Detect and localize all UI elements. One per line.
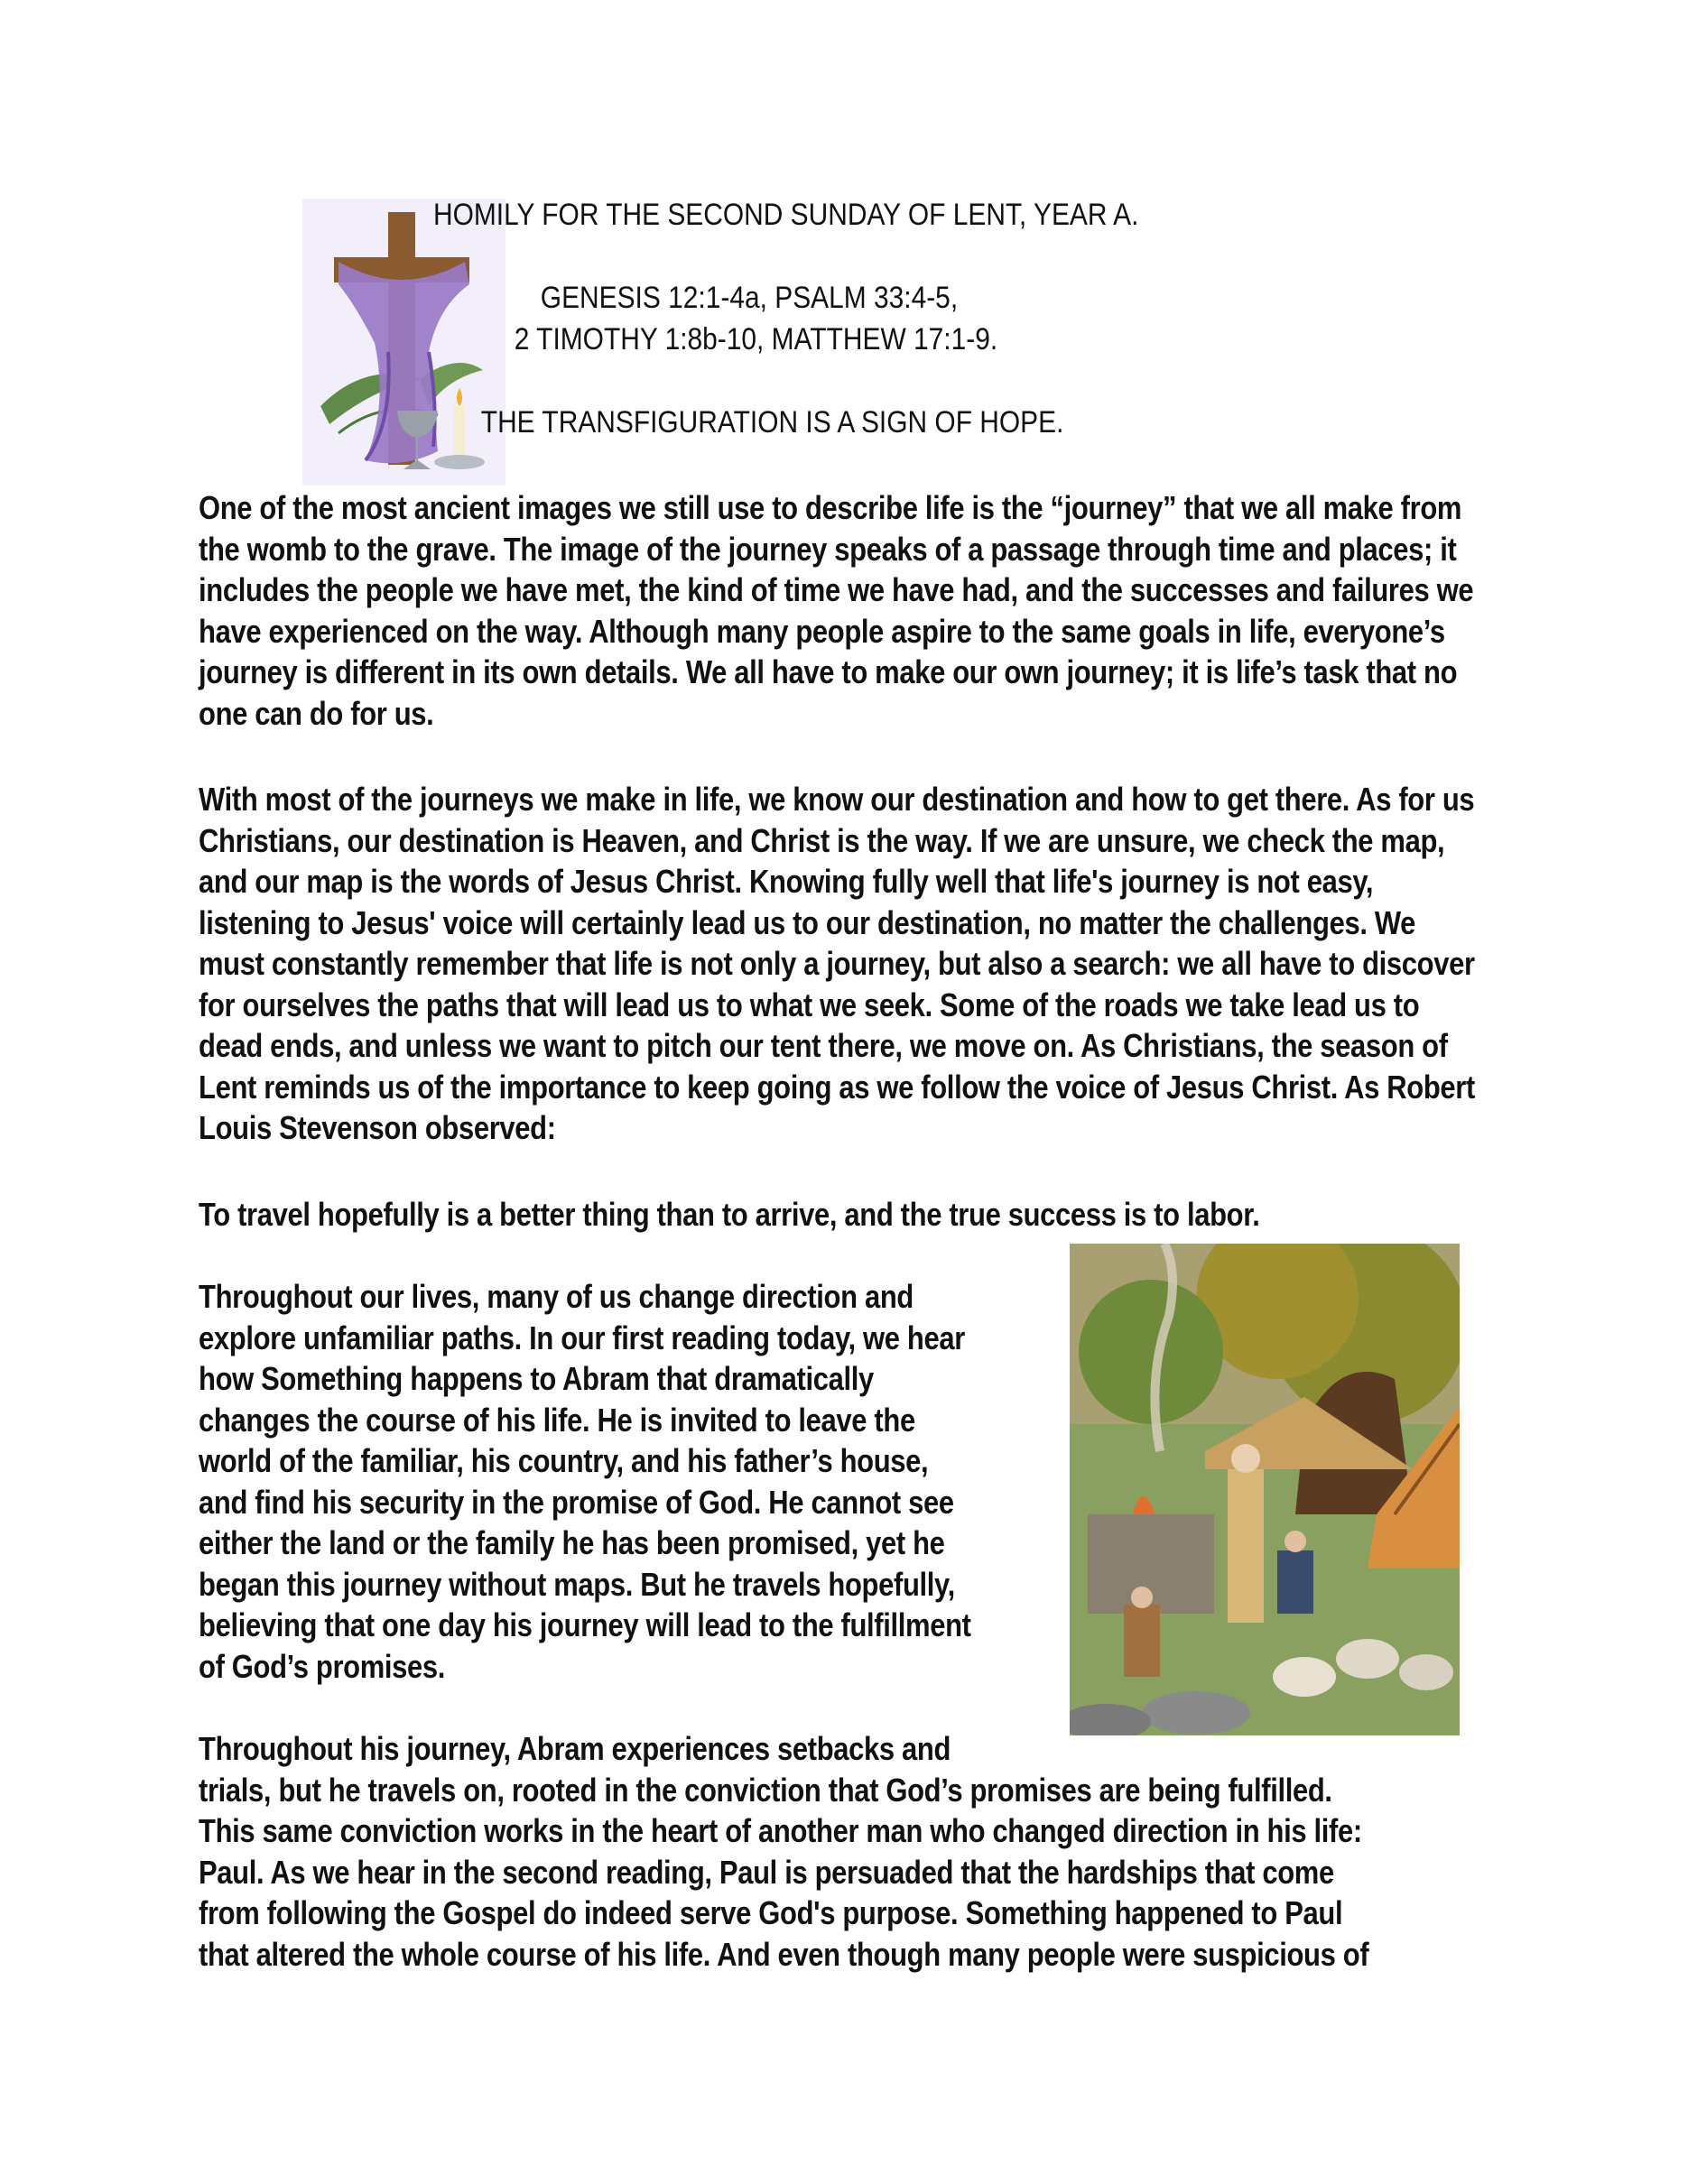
paragraph-5-line: This same conviction works in the heart of another man who changed direction in his life: <box>199 1812 1362 1849</box>
paragraph-5-line: Paul. As we hear in the second reading, Paul is persuaded that the hardships that come <box>199 1853 1334 1891</box>
paragraph-4-line: explore unfamiliar paths. In our first reading today, we hear <box>199 1319 965 1356</box>
paragraph-5-line: Throughout his journey, Abram experiences setbacks and <box>199 1730 951 1767</box>
paragraph-4-line: how Something happens to Abram that dramatically <box>199 1360 874 1397</box>
paragraph-5 <box>199 1728 1488 1975</box>
paragraph-4 <box>199 1276 1068 1687</box>
quote-text: To travel hopefully is a better thing than to arrive, and the true success is to labor. <box>199 1196 1260 1233</box>
paragraph-4-line: either the land or the family he has been promised, yet he <box>199 1524 945 1561</box>
abram-painting-image <box>1070 1244 1460 1735</box>
paragraph-4-line: believing that one day his journey will lead to the fulfillment <box>199 1606 971 1643</box>
homily-subtitle: THE TRANSFIGURATION IS A SIGN OF HOPE. <box>480 405 1064 440</box>
paragraph-5-line: that altered the whole course of his life. And even though many people were suspicious of <box>199 1935 1369 1973</box>
paragraph-5-line: trials, but he travels on, rooted in the conviction that God’s promises are being fulfilled. <box>199 1771 1332 1809</box>
paragraph-1 <box>199 487 1488 734</box>
paragraph-4-line: and find his security in the promise of God. He cannot see <box>199 1483 954 1521</box>
paragraph-2 <box>199 779 1488 1149</box>
homily-title: HOMILY FOR THE SECOND SUNDAY OF LENT, YEAR A. <box>433 198 1139 232</box>
paragraph-4-line: began this journey without maps. But he travels hopefully, <box>199 1565 955 1603</box>
paragraph-2-text: With most of the journeys we make in life, we know our destination and how to get there. As for us Christians, our destination is Heaven, and Christ is the way. If we are unsure, we check the map, and our map is the words of Jesus Christ. Knowing fully well that life's journey is not easy, listening to Jesus' voice will certainly lead us to our destination, no matter the challenges. We must constantly remember that life is not only a journey, but also a search: we all have to discover for ourselves the paths that will lead us to what we seek. Some of the roads we take lead us to dead ends, and unless we want to pitch our tent there, we move on. As Christians, the season of Lent reminds us of the importance to keep going as we follow the voice of Jesus Christ. As Robert Louis Stevenson observed: <box>199 781 1475 1146</box>
stevenson-quote <box>199 1194 1488 1235</box>
paragraph-4-line: Throughout our lives, many of us change direction and <box>199 1278 914 1315</box>
readings-line-1: GENESIS 12:1-4a, PSALM 33:4-5, <box>540 281 959 315</box>
paragraph-4-line: world of the familiar, his country, and his father’s house, <box>199 1442 929 1479</box>
lent-cross-image <box>302 199 505 486</box>
paragraph-4-line: of God’s promises. <box>199 1647 446 1685</box>
paragraph-5-line: from following the Gospel do indeed serve God's purpose. Something happened to Paul <box>199 1894 1343 1931</box>
paragraph-4-line: changes the course of his life. He is invited to leave the <box>199 1401 915 1439</box>
readings-line-2: 2 TIMOTHY 1:8b-10, MATTHEW 17:1-9. <box>514 322 998 356</box>
paragraph-1-text: One of the most ancient images we still use to describe life is the “journey” that we all make from the womb to the grave. The image of the journey speaks of a passage through time and places; it includes the people we have met, the kind of time we have had, and the successes and failures we have experienced on the way. Although many people aspire to the same goals in life, everyone’s journey is different in its own details. We all have to make our own journey; it is life’s task that no one can do for us. <box>199 489 1474 732</box>
